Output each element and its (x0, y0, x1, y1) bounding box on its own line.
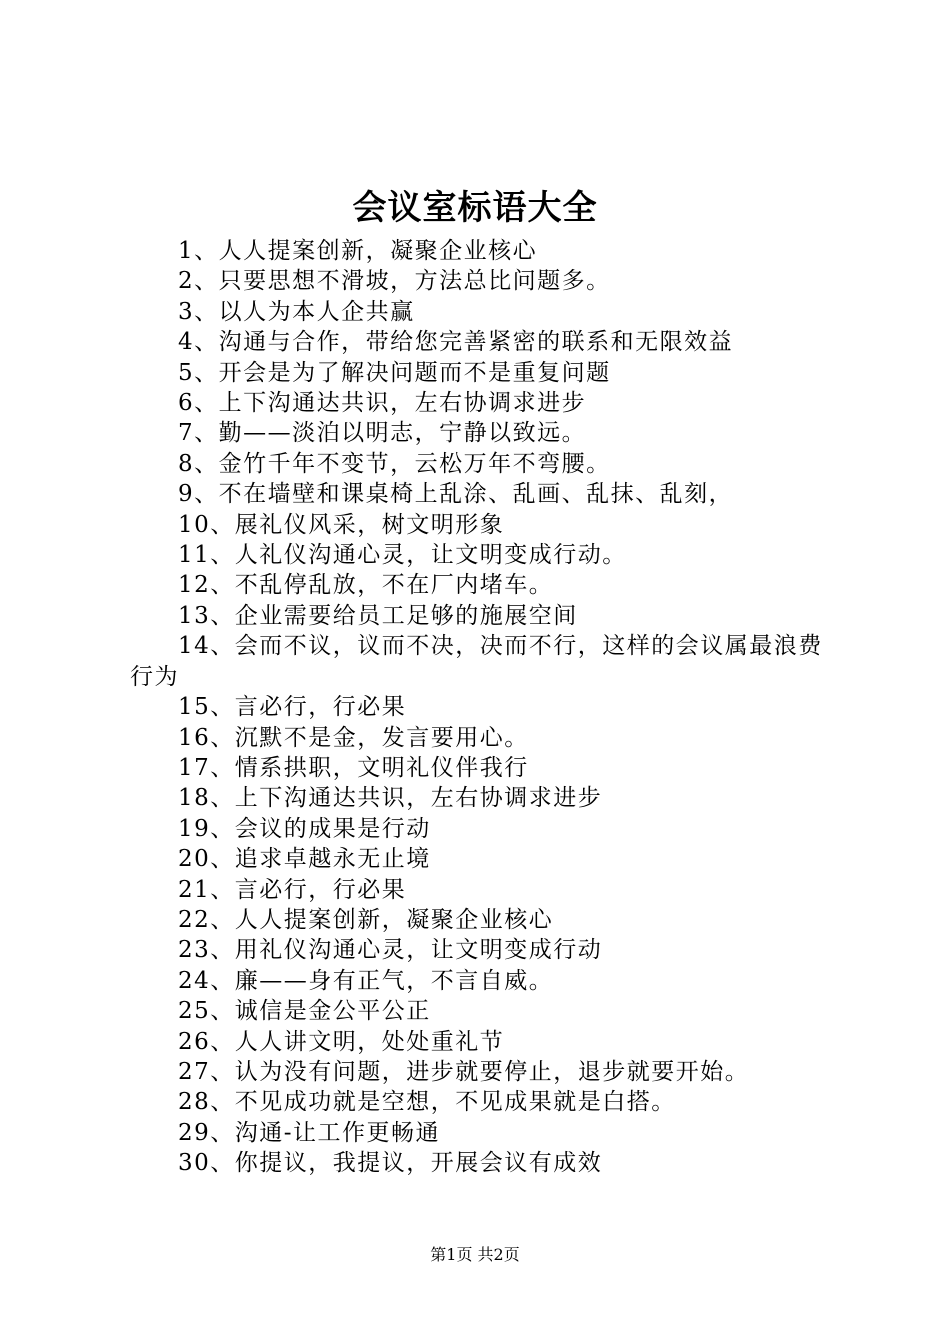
list-item: 15、言必行，行必果 (178, 694, 407, 721)
list-item: 11、人礼仪沟通心灵，让文明变成行动。 (178, 542, 627, 569)
list-item: 12、不乱停乱放，不在厂内堵车。 (178, 572, 554, 599)
list-item: 30、你提议，我提议，开展会议有成效 (178, 1150, 603, 1177)
list-item: 27、认为没有问题，进步就要停止，退步就要开始。 (178, 1058, 750, 1085)
page-number: 第1页 共2页 (430, 1245, 520, 1264)
list-item: 13、企业需要给员工足够的施展空间 (178, 602, 578, 629)
list-item: 5、开会是为了解决问题而不是重复问题 (178, 359, 611, 386)
list-item: 8、金竹千年不变节，云松万年不弯腰。 (178, 450, 611, 477)
list-item: 17、情系拱职，文明礼仪伴我行 (178, 754, 529, 781)
list-item: 25、诚信是金公平公正 (178, 998, 431, 1025)
list-item: 26、人人讲文明，处处重礼节 (178, 1028, 505, 1055)
list-item: 1、人人提案创新，凝聚企业核心 (178, 238, 538, 264)
list-item: 21、言必行，行必果 (178, 876, 407, 903)
list-item: 20、追求卓越永无止境 (178, 846, 431, 873)
list-item: 18、上下沟通达共识，左右协调求进步 (178, 785, 603, 812)
list-item: 10、展礼仪风采，树文明形象 (178, 511, 505, 538)
slogan-list (130, 236, 840, 1179)
list-item: 23、用礼仪沟通心灵，让文明变成行动 (178, 937, 603, 964)
list-item: 19、会议的成果是行动 (178, 815, 431, 842)
list-item: 7、勤——淡泊以明志，宁静以致远。 (178, 420, 587, 447)
page-title: 会议室标语大全 (352, 188, 598, 228)
list-item: 24、廉——身有正气，不言自威。 (178, 967, 554, 994)
list-item: 29、沟通-让工作更畅通 (178, 1119, 441, 1146)
list-item: 9、不在墙壁和课桌椅上乱涂、乱画、乱抹、乱刻， (178, 481, 734, 508)
list-item: 4、沟通与合作，带给您完善紧密的联系和无限效益 (178, 329, 734, 356)
list-item: 3、以人为本人企共赢 (178, 298, 415, 325)
list-item: 2、只要思想不滑坡，方法总比问题多。 (178, 268, 611, 295)
list-item: 14、会而不议，议而不决，决而不行，这样的会议属最浪费行为 (130, 633, 823, 690)
list-item: 16、沉默不是金，发言要用心。 (178, 724, 529, 751)
list-item: 6、上下沟通达共识，左右协调求进步 (178, 390, 587, 417)
list-item: 28、不见成功就是空想，不见成果就是白搭。 (178, 1089, 676, 1116)
list-item: 22、人人提案创新，凝聚企业核心 (178, 906, 554, 933)
